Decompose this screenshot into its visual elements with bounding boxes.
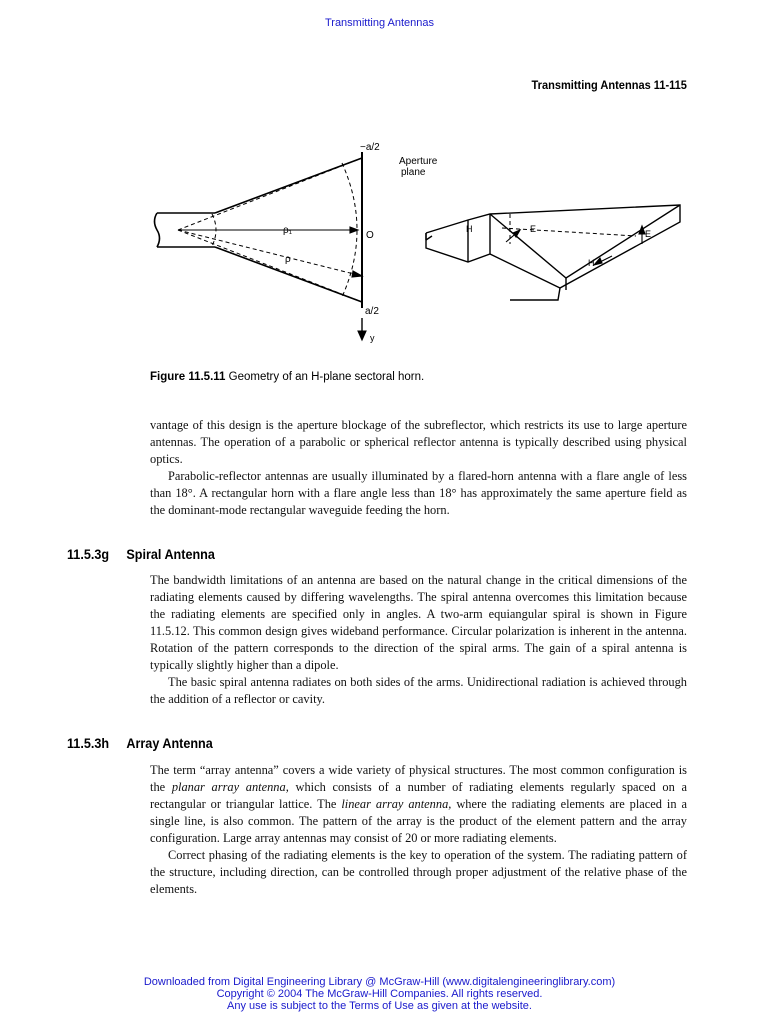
label-y: y [370, 333, 375, 343]
footer [0, 976, 759, 1012]
label-aperture: Aperture [399, 156, 438, 167]
label-rho: ρ [285, 254, 291, 265]
section-number: 11.5.3h [67, 735, 110, 751]
spiral-text [150, 572, 687, 708]
array-paragraph-1: The term “array antenna” covers a wide variety of physical structures. The most common configuration is the planar array antenna, which consists of a number of radiating elements regularly spaced on a rectangular or triangular lattice. The linear array antenna, where the radiating elements are placed in a single line, is also common. The pattern of the array is the product of the element pattern and the array configuration. Large array antennas may consist of 20 or more radiating elements. [150, 763, 687, 845]
top-link[interactable]: Transmitting Antennas [324, 17, 435, 29]
label-h-left: H [466, 224, 473, 234]
array-paragraph-2: Correct phasing of the radiating elements is the key to operation of the system. The radiating pattern of the structure, including direction, can be controlled through proper adjustment of the relative phase of the elements. [150, 848, 687, 896]
label-plane: plane [401, 167, 426, 178]
horn-upper-wall [215, 158, 362, 213]
running-head: Transmitting Antennas 11-115 [531, 78, 687, 92]
section-title: Array Antenna [126, 735, 213, 751]
figure-caption [150, 371, 424, 383]
array-text [150, 762, 687, 898]
horn-geometry-figure [150, 138, 690, 348]
footer-copyright: Copyright © 2004 The McGraw-Hill Companies. All rights reserved. [216, 988, 543, 1000]
section-title: Spiral Antenna [126, 546, 215, 562]
label-e-left: E [530, 224, 537, 234]
label-origin: O [366, 230, 374, 241]
spiral-paragraph-1: The bandwidth limitations of an antenna are based on the natural change in the critical dimensions of the radiating elements caused by differing wavelengths. The spiral antenna overcomes this limitation because the radiating elements are specified only in angles. A two-arm equiangular spiral is shown in Figure 11.5.12. This common design gives wideband performance. Circular polarization is inherent in the antenna. Rotation of the pattern corresponds to the direction of the spiral arms. The gain of a spiral antenna is typically slightly higher than a dipole. [150, 573, 687, 672]
label-h-right: H [588, 258, 595, 268]
intro-text [150, 417, 687, 519]
footer-download-link[interactable]: Downloaded from Digital Engineering Library @ McGraw-Hill (www.digitalengineeringlibrary.com) [143, 976, 616, 988]
figure-number: Figure 11.5.11 [150, 371, 226, 383]
label-e-right: E [645, 229, 652, 239]
y-arrowhead [358, 331, 366, 340]
rho-arrow [352, 271, 362, 277]
label-rho1: ρ₁ [283, 225, 293, 236]
section-heading-array [67, 735, 213, 751]
figure-caption-text: Geometry of an H-plane sectoral horn. [225, 371, 425, 383]
label-a2: a/2 [365, 306, 379, 317]
section-heading-spiral [67, 546, 215, 562]
intro-paragraph-1: vantage of this design is the aperture blockage of the subreflector, which restricts its use to large aperture antennas. The operation of a parabolic or spherical reflector antenna is typically described using physical optics. [150, 418, 687, 466]
intro-paragraph-2: Parabolic-reflector antennas are usually illuminated by a flared-horn antenna with a flare angle of less than 18°. A rectangular horn with a flare angle less than 18° has approximately the same aperture field as the dominant-mode rectangular waveguide feeding the horn. [150, 469, 687, 517]
label-minus-a2: −a/2 [360, 142, 380, 153]
spiral-paragraph-2: The basic spiral antenna radiates on both sides of the arms. Unidirectional radiation is achieved through the addition of a reflector or cavity. [150, 675, 687, 706]
rho-ray [178, 230, 362, 276]
section-number: 11.5.3g [67, 546, 110, 562]
footer-terms-link[interactable]: Any use is subject to the Terms of Use as given at the website. [227, 1000, 532, 1012]
horn-3d-drawing [426, 205, 680, 300]
